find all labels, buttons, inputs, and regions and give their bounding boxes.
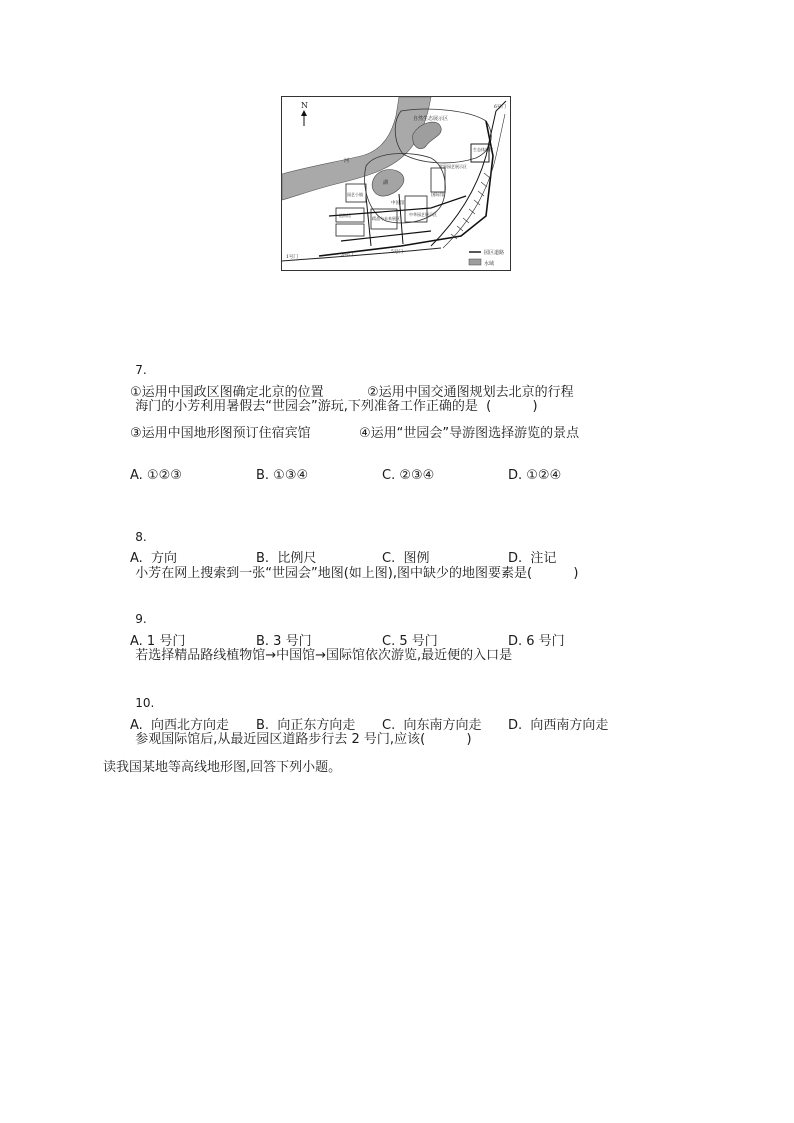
label-gate6: 6号门 — [494, 105, 506, 110]
question-stem: 小芳在网上搜索到一张“世园会”地图(如上图),图中缺少的地图要素是( ) — [135, 566, 579, 581]
option-7c[interactable]: C. ②③④ — [382, 468, 435, 483]
label-china-hall: 中国馆 — [391, 201, 405, 206]
expo-map — [281, 96, 511, 271]
option-9c[interactable]: C. 5 号门 — [382, 634, 438, 649]
option-9b[interactable]: B. 3 号门 — [256, 634, 312, 649]
question-7 — [127, 343, 538, 416]
question-8 — [127, 510, 578, 583]
option-10b[interactable]: B. 向正东方向走 — [256, 718, 356, 733]
statement-2: ②运用中国交通图规划去北京的行程 — [367, 385, 574, 400]
statement-4: ④运用“世园会”导游图选择游览的景点 — [359, 426, 580, 441]
legend-road: 园区道路 — [484, 250, 505, 256]
label-lake: 湖 — [383, 180, 389, 186]
option-8b[interactable]: B. 比例尺 — [256, 551, 317, 566]
option-7b[interactable]: B. ①③④ — [256, 468, 309, 483]
label-eco-hall: 生态体验馆 — [473, 147, 493, 152]
option-10a[interactable]: A. 向西北方向走 — [130, 718, 230, 733]
north-label: N — [301, 101, 308, 110]
option-9a[interactable]: A. 1 号门 — [130, 634, 186, 649]
label-plant-hall: 植物馆 — [339, 213, 351, 218]
statement-3: ③运用中国地形图预订住宿宾馆 — [130, 426, 311, 441]
label-gate1: 1号门 — [286, 255, 298, 260]
label-boutique: 精品与未来展区 — [372, 216, 400, 221]
option-8a[interactable]: A. 方向 — [130, 551, 178, 566]
option-8d[interactable]: D. 注记 — [508, 551, 557, 566]
label-river: 河 — [344, 158, 350, 164]
label-gate3: 3号门 — [341, 253, 353, 258]
option-8c[interactable]: C. 图例 — [382, 551, 430, 566]
label-ecology: 自然生态展示区 — [413, 116, 449, 122]
question-stem: 参观国际馆后,从最近园区道路步行去 2 号门,应该( ) — [135, 732, 472, 747]
label-world-garden: 世界园艺展示区 — [439, 164, 467, 169]
statement-1: ①运用中国政区图确定北京的位置 — [130, 385, 324, 400]
label-gate5: 5号门 — [391, 250, 403, 255]
label-flower-town: 园艺小镇 — [347, 192, 363, 197]
question-number: 10. — [135, 696, 155, 710]
label-international: 国际馆 — [431, 193, 445, 198]
question-stem: 海门的小芳利用暑假去“世园会”游玩,下列准备工作正确的是 ( ) — [135, 399, 538, 414]
option-10d[interactable]: D. 向西南方向走 — [508, 718, 609, 733]
label-china-garden: 中华园艺展示区 — [409, 212, 437, 217]
question-9 — [127, 592, 512, 665]
section-instruction: 读我国某地等高线地形图,回答下列小题。 — [103, 760, 342, 775]
question-number: 8. — [135, 530, 147, 544]
option-10c[interactable]: C. 向东南方向走 — [382, 718, 482, 733]
question-number: 9. — [135, 612, 147, 626]
option-9d[interactable]: D. 6 号门 — [508, 634, 565, 649]
option-7a[interactable]: A. ①②③ — [130, 468, 182, 483]
question-stem: 若选择精品路线植物馆→中国馆→国际馆依次游览,最近便的入口是 — [135, 648, 513, 663]
question-number: 7. — [135, 363, 147, 377]
legend-water: 水域 — [484, 261, 495, 267]
option-7d[interactable]: D. ①②④ — [508, 468, 562, 483]
question-10 — [127, 676, 472, 749]
